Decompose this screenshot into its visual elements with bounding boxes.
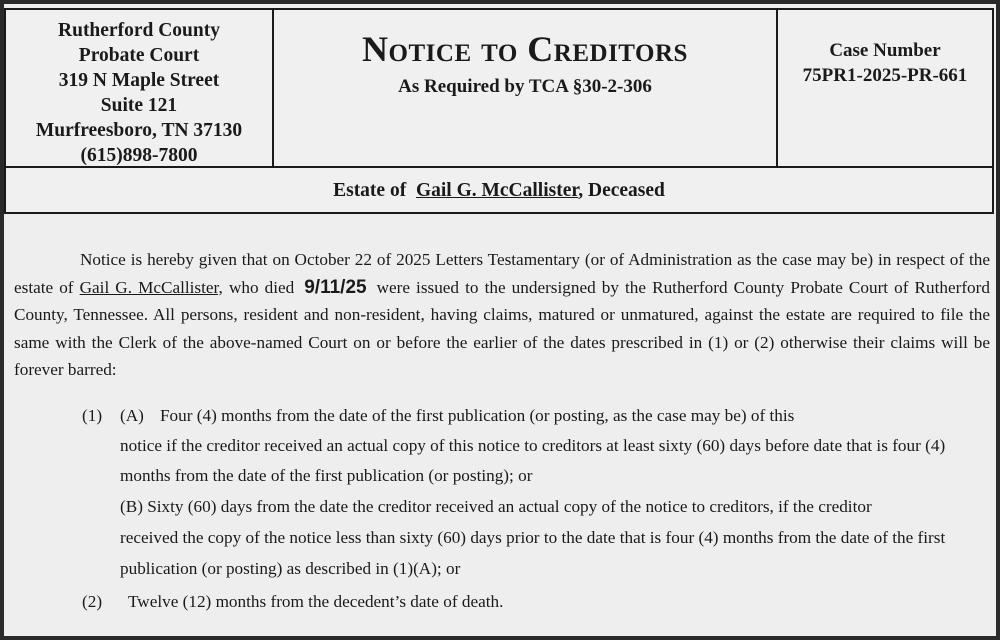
case-number-block [778,10,992,166]
page-title: Notice to Creditors [362,29,688,69]
estate-prefix: Estate of [333,180,407,201]
notice-header [4,8,994,168]
case-number-label: Case Number [829,40,941,61]
court-suite: Suite 121 [100,95,178,116]
item-1b-line3: publication (or posting) as described in (1)(A); or [120,559,461,578]
court-address-block [6,10,274,166]
item-2-marker: (2) [82,592,103,611]
court-name-line1: Rutherford County [58,20,220,41]
item-1-marker: (1) [82,406,103,425]
item-1a-marker: (A) [120,406,144,425]
item-2-text: Twelve (12) months from the decedent’s date of death. [128,592,504,611]
notice-paragraph: Notice is hereby given that on October 22 of 2025 Letters Testamentary (or of Administration as the case may be) in respect of the estate of Gail G. McCallister, who died 9/11/25 were issued to the undersigned by the Rutherford County Probate Court of Rutherford County, Tennessee. All persons, resident and non-resident, having claims, matured or unmatured, against the estate are required to file the same with the Clerk of the above-named Court on or before the earlier of the dates prescribed in (1) or (2) otherwise their claims will be forever barred: [14,250,990,379]
court-street: 319 N Maple Street [58,70,220,91]
estate-line [4,168,994,214]
court-city: Murfreesboro, TN 37130 [35,120,243,141]
estate-suffix: , Deceased [578,180,665,201]
notice-body [14,246,990,384]
date-of-death: 9/11/25 [304,276,367,298]
item-1a-line3: months from the date of the first publication (or posting); or [120,466,533,485]
title-block [274,10,778,166]
item-1b-line2: received the copy of the notice less than sixty (60) days prior to the date that is four (4) months from the date of the first [120,528,946,547]
decedent-name-inline: Gail G. McCallister, [79,277,223,297]
court-name-line2: Probate Court [78,45,200,66]
page-subtitle: As Required by TCA §30-2-306 [398,76,652,97]
item-1a-line2: notice if the creditor received an actual copy of this notice to creditors at least sixty (60) days before date that is four (4) [120,436,946,455]
item-1b-line1: (B) Sixty (60) days from the date the creditor received an actual copy of the notice to creditors, if the creditor [120,497,872,516]
item-1a-line1: Four (4) months from the date of the first publication (or posting, as the case may be) of this [160,406,795,425]
decedent-name: Gail G. McCallister [415,180,579,201]
case-number-value: 75PR1-2025-PR-661 [802,65,968,86]
court-phone: (615)898-7800 [80,145,198,166]
